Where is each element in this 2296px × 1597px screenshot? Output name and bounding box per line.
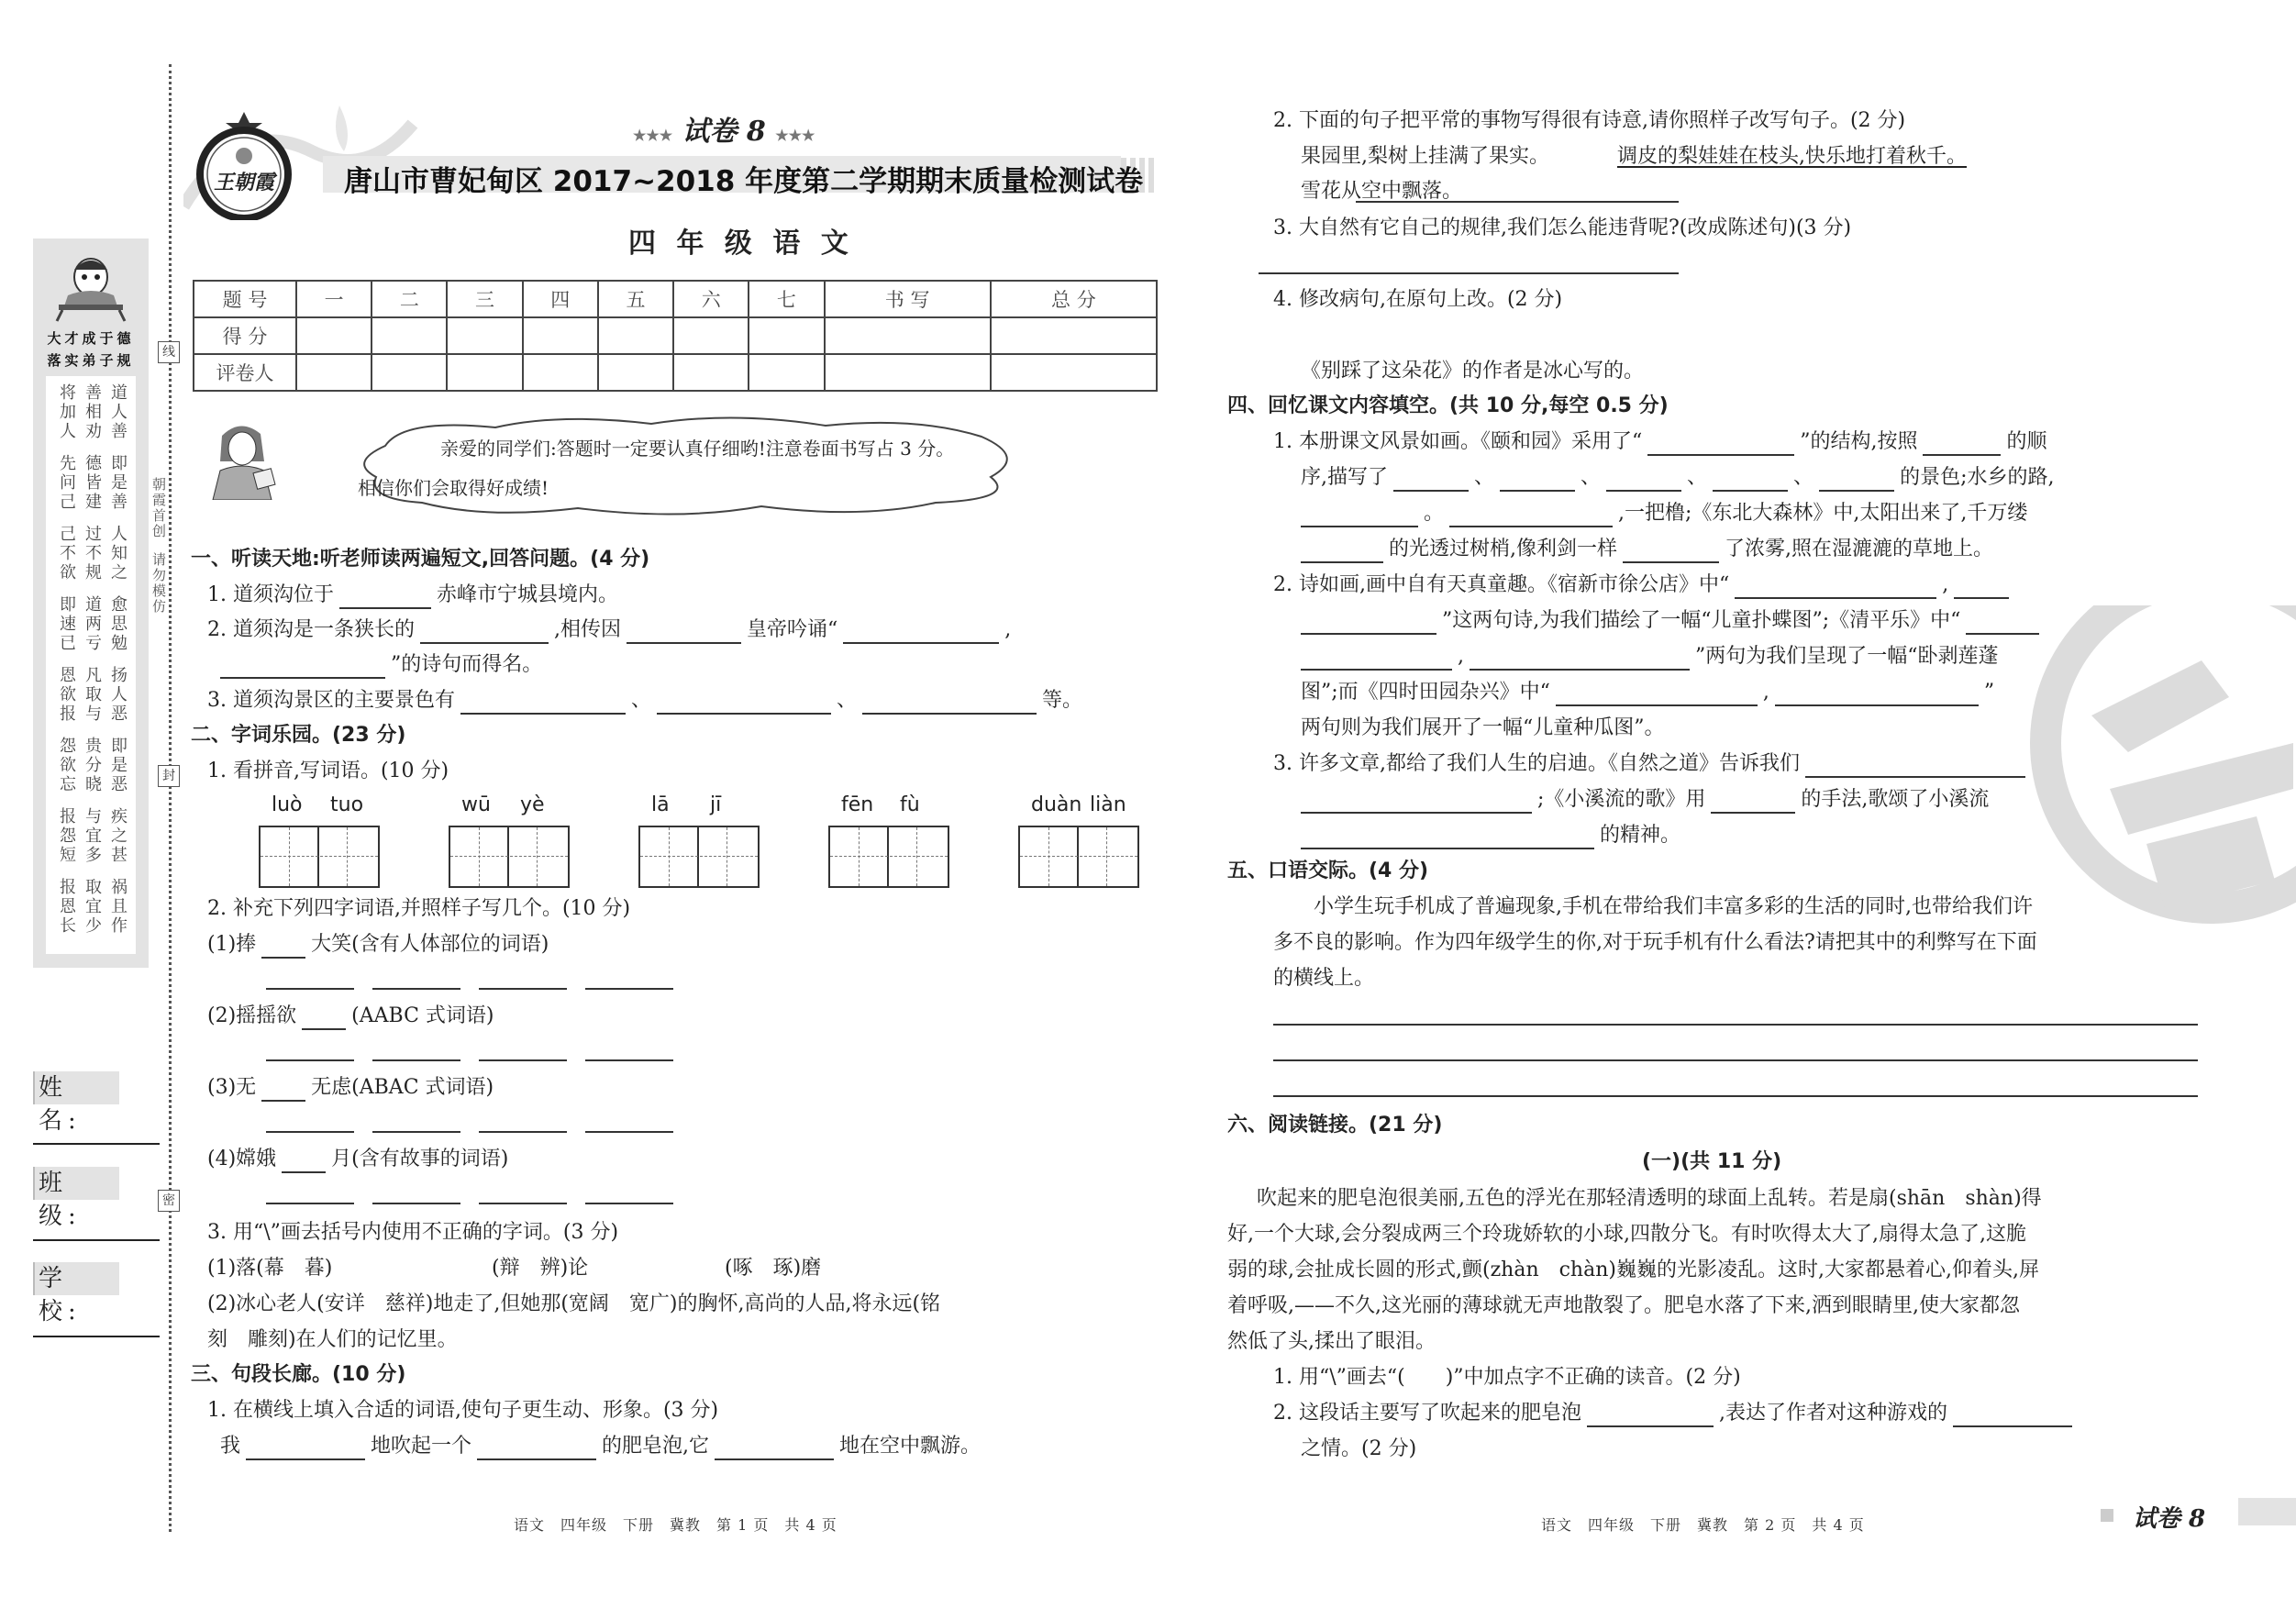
sidebar-panel [33,238,149,968]
corner-badge-square [2101,1509,2113,1522]
p2-q2-task: 雪花从空中飘落。 [1301,180,1463,203]
score-cell[interactable] [523,317,598,354]
pinyin-syllable: fù [900,793,920,816]
answer-blank[interactable] [477,1438,596,1460]
character-writing-grid[interactable] [638,826,760,888]
answer-blank[interactable] [1805,756,2025,778]
answer-blank[interactable] [1819,470,1894,492]
page-1-footer: 语文 四年级 下册 冀教 第 1 页 共 4 页 [514,1516,837,1534]
class-label: 班 级: [33,1167,119,1200]
pinyin-syllable: wū [461,793,491,816]
answer-blank[interactable] [246,1438,365,1460]
idiom-answer-line[interactable] [372,1131,460,1133]
section-5-title: 五、口语交际。(4 分) [1227,859,1429,882]
name-field[interactable] [33,1143,160,1145]
stars-left: ★★★ [633,127,673,144]
score-table-header-cell: 七 [749,281,824,317]
sidebar-verse-column: 即速已 [57,595,76,653]
score-table-header-cell: 四 [523,281,598,317]
idiom-item: (2)摇摇欲 (AABC 式词语) [207,1003,494,1030]
answer-blank[interactable] [1711,792,1795,814]
p2-q3-answer-line[interactable] [1259,272,1679,274]
score-cell[interactable] [673,317,749,354]
idiom-answer-line[interactable] [479,988,567,990]
answer-blank[interactable] [1301,505,1418,527]
section-3-title: 三、句段长廊。(10 分) [191,1363,406,1386]
pinyin-syllable: liàn [1090,793,1126,816]
answer-blank[interactable] [627,622,741,644]
name-label: 姓 名: [33,1071,119,1104]
answer-blank[interactable] [1500,470,1575,492]
answer-blank[interactable] [1587,1405,1714,1427]
passage-line-5: 然低了头,揉出了眼泪。 [1227,1330,1436,1353]
idiom-answer-line[interactable] [266,1203,354,1204]
s4-line-4: 的光透过树梢,像利剑一样 了浓雾,照在湿漉漉的草地上。 [1301,536,1993,563]
s6-q2-cont: 之情。(2 分) [1301,1437,1417,1460]
answer-blank[interactable] [1954,577,2009,599]
s5-answer-line-3[interactable] [1273,1095,2198,1097]
score-cell[interactable] [825,354,991,391]
score-table-header-cell: 三 [447,281,522,317]
sidebar-motto-2: 落实弟子规 [47,352,135,369]
pinyin-syllable: duàn [1031,793,1082,816]
page-2-footer: 语文 四年级 下册 冀教 第 2 页 共 4 页 [1541,1516,1865,1534]
score-table-header-cell: 一 [296,281,372,317]
idiom-item: (1)捧 大笑(含有人体部位的词语) [207,931,549,959]
score-table-row-label: 题 号 [194,281,296,317]
answer-blank[interactable] [420,622,549,644]
s5-para-2: 多不良的影响。作为四年级学生的你,对于玩手机有什么看法?请把其中的利弊写在下面 [1273,931,2037,954]
answer-blank[interactable] [1775,684,1979,706]
s2-q3-2-cont: 刻 雕刻)在人们的记忆里。 [207,1328,458,1351]
character-writing-grid[interactable] [828,826,949,888]
s2-q3-1c: (啄 琢)磨 [725,1257,822,1280]
idiom-answer-line[interactable] [585,1131,673,1133]
score-cell[interactable] [991,354,1157,391]
sidebar-verse-column: 过不规 [83,525,102,582]
score-table-header-cell: 五 [598,281,673,317]
score-cell[interactable] [598,354,673,391]
s1-q2-cont: ”的诗句而得名。 [220,651,542,679]
pinyin-syllable: luò [272,793,303,816]
answer-blank[interactable] [1713,470,1788,492]
answer-blank[interactable] [1301,613,1436,635]
score-cell[interactable] [598,317,673,354]
pinyin-syllable: lā [651,793,670,816]
answer-blank[interactable] [1393,470,1469,492]
series-label: ★★★ 试卷 8 ★★★ [633,116,815,148]
answer-blank[interactable] [1301,792,1532,814]
s1-q1: 1. 道须沟位于 赤峰市宁城县境内。 [207,582,618,609]
sidebar-verse-column: 德皆建 [83,454,102,512]
score-table-header-cell: 二 [372,281,447,317]
p2-q2-example: 果园里,梨树上挂满了果实。 [1301,145,1549,168]
class-field[interactable] [33,1239,160,1241]
score-cell[interactable] [749,354,824,391]
answer-blank[interactable] [1623,541,1719,563]
answer-blank[interactable] [1470,649,1690,671]
s6-q2: 2. 这段话主要写了吹起来的肥皂泡 ,表达了作者对这种游戏的 [1273,1400,2078,1427]
s4-line-5: 2. 诗如画,画中自有天真童趣。《宿新市徐公店》中“ , [1273,571,2014,599]
score-cell[interactable] [447,354,522,391]
sidebar-verses [46,376,136,954]
answer-blank[interactable] [1923,434,2001,456]
s2-q2: 2. 补充下列四字词语,并照样子写几个。(10 分) [207,897,631,920]
s6-q1: 1. 用“\”画去“( )”中加点字不正确的读音。(2 分) [1273,1366,1741,1389]
score-cell[interactable] [749,317,824,354]
sidebar-verse-column: 怨欲忘 [57,737,76,794]
s1-q2: 2. 道须沟是一条狭长的 ,相传因 皇帝吟诵“ , [207,616,1011,644]
sidebar-verse-column: 扬人恶 [108,666,128,724]
idiom-answer-line[interactable] [479,1059,567,1061]
corner-badge: 试卷 8 [2133,1505,2206,1533]
score-cell[interactable] [372,317,447,354]
score-table-header-cell: 六 [673,281,749,317]
idiom-answer-line[interactable] [372,988,460,990]
score-table-row-label: 评卷人 [194,354,296,391]
s4-line-10: 3. 许多文章,都给了我们人生的启迪。《自然之道》告诉我们 [1273,750,2031,778]
answer-blank[interactable] [302,1008,346,1030]
section-6-title: 六、阅读链接。(21 分) [1227,1114,1443,1137]
score-table-header-row [194,281,1157,317]
score-cell[interactable] [991,317,1157,354]
s4-line-8: 图”;而《四时田园杂兴》中“ , ” [1301,679,1994,706]
notice-original: 朝霞首创 [150,477,167,539]
section-1-title: 一、听读天地:听老师读两遍短文,回答问题。(4 分) [191,548,650,571]
binding-dotted-line [169,64,172,1532]
answer-blank[interactable] [282,1151,326,1173]
score-cell[interactable] [825,317,991,354]
idiom-answer-line[interactable] [266,1131,354,1133]
answer-blank[interactable] [1449,505,1613,527]
idiom-answer-line[interactable] [585,1203,673,1204]
teacher-illustration-icon [204,417,286,500]
s4-line-2: 序,描写了 、 、 、 、 的景色;水乡的路, [1301,464,2054,492]
score-cell[interactable] [447,317,522,354]
seal-mark-mi: 密 [158,1190,180,1212]
sidebar-verse-column: 取宜少 [83,878,102,936]
s2-q3-2: (2)冰心老人(安详 慈祥)地走了,但她那(宽阔 宽广)的胸怀,高尚的人品,将永远(铭 [207,1292,941,1315]
sidebar-verse-column: 愈思勉 [108,595,128,653]
score-cell[interactable] [372,354,447,391]
idiom-item: (4)嫦娥 月(含有故事的词语) [207,1146,508,1173]
seal-mark-feng: 封 [158,765,180,787]
section-4-title: 四、回忆课文内容填空。(共 10 分,每空 0.5 分) [1227,394,1669,417]
passage-line-3: 弱的球,会扯成长圆的形式,颤(zhàn chàn)巍巍的光影凌乱。这时,大家都悬着心,仰着头,屏 [1227,1259,2039,1281]
answer-blank[interactable] [460,693,626,715]
s4-line-7: , ”两句为我们呈现了一幅“卧剥莲蓬 [1301,643,1999,671]
sidebar-verse-column: 报恩长 [57,878,76,936]
answer-blank[interactable] [715,1438,834,1460]
score-table-header-cell: 总 分 [991,281,1157,317]
s5-para-1: 小学生玩手机成了普遍现象,手机在带给我们丰富多彩的生活的同时,也带给我们许 [1314,895,2033,918]
answer-blank[interactable] [1647,434,1794,456]
brand-logo [193,110,295,220]
answer-blank[interactable] [1953,1405,2072,1427]
sidebar-verse-column: 先问己 [57,454,76,512]
s4-line-9: 两句则为我们展开了一幅“儿童种瓜图”。 [1301,716,1665,739]
sidebar-verse-column: 凡取与 [83,666,102,724]
s3-q1-sentence: 我 地吹起一个 的肥皂泡,它 地在空中飘游。 [220,1433,981,1460]
answer-blank[interactable] [1301,541,1383,563]
idiom-answer-line[interactable] [372,1059,460,1061]
score-table-row-grader [194,354,1157,391]
passage-line-2: 好,一个大球,会分裂成两三个玲珑娇软的小球,四散分飞。有时吹得太大了,扇得太急了,这脆 [1227,1223,2026,1246]
idiom-answer-line[interactable] [266,1059,354,1061]
seal-mark-xian: 线 [158,341,180,363]
corner-badge-bg [2238,1498,2296,1525]
s4-line-12: 的精神。 [1301,822,1680,849]
stars-right: ★★★ [775,127,815,144]
s2-q1: 1. 看拼音,写词语。(10 分) [207,760,449,782]
s5-answer-line-1[interactable] [1273,1024,2198,1026]
idiom-answer-line[interactable] [585,1059,673,1061]
sidebar-verse-column: 疾之甚 [108,807,128,865]
s3-q1: 1. 在横线上填入合适的词语,使句子更生动、形象。(3 分) [207,1399,719,1422]
idiom-item: (3)无 无虑(ABAC 式词语) [207,1074,494,1102]
sidebar-verse-column: 报怨短 [57,807,76,865]
school-label: 学 校: [33,1262,119,1295]
greeting-line-2: 相信你们会取得好成绩! [358,477,549,499]
pinyin-syllable: tuo [330,793,364,816]
score-cell[interactable] [296,354,372,391]
s5-para-3: 的横线上。 [1273,967,1375,990]
sidebar-verse-column: 将加人 [57,383,76,441]
student-reading-illustration-icon [51,250,130,323]
idiom-answer-line[interactable] [372,1203,460,1204]
character-writing-grid[interactable] [449,826,570,888]
sidebar-verse-column: 恩欲报 [57,666,76,724]
answer-blank[interactable] [862,693,1037,715]
score-table-row-label: 得 分 [194,317,296,354]
p2-q2-answer-line[interactable] [1356,201,1679,203]
character-writing-grid[interactable] [1018,826,1139,888]
idiom-answer-line[interactable] [585,988,673,990]
sidebar-verse-column: 与宜多 [83,807,102,865]
character-writing-grid[interactable] [259,826,380,888]
sidebar-verse-column: 善相劝 [83,383,102,441]
greeting-line-1: 亲爱的同学们:答题时一定要认真仔细哟!注意卷面书写占 3 分。 [440,438,955,460]
answer-blank[interactable] [220,657,385,679]
sidebar-verse-column: 祸且作 [108,878,128,936]
s4-line-3: 。 ,一把橹;《东北大森林》中,太阳出来了,千万缕 [1301,500,2027,527]
sidebar-verse-column: 己不欲 [57,525,76,582]
speech-bubble [349,411,1027,521]
sidebar-motto-1: 大才成于德 [47,330,135,347]
exam-title: 唐山市曹妃甸区 2017~2018 年度第二学期期末质量检测试卷 [344,165,1144,198]
s2-q3: 3. 用“\”画去括号内使用不正确的字词。(3 分) [207,1221,619,1244]
score-table-row-points [194,317,1157,354]
answer-blank[interactable] [1966,613,2039,635]
answer-blank[interactable] [261,1080,305,1102]
sidebar-verse-column: 即是善 [108,454,128,512]
answer-blank[interactable] [261,937,305,959]
score-cell[interactable] [523,354,598,391]
pinyin-syllable: yè [520,793,545,816]
passage-line-4: 着呼吸,——不久,这光丽的薄球就无声地散裂了。肥皂水落了下来,洒到眼睛里,使大家都忽 [1227,1294,2020,1317]
pinyin-syllable: fēn [841,793,874,816]
school-field[interactable] [33,1336,160,1337]
subject-title: 四 年 级 语 文 [628,227,854,260]
answer-blank[interactable] [1301,649,1452,671]
sidebar-verse-column: 道人善 [108,383,128,441]
sidebar-verse-column: 贵分晓 [83,737,102,794]
score-table-header-cell: 书 写 [825,281,991,317]
p2-q4: 4. 修改病句,在原句上改。(2 分) [1273,288,1563,311]
p2-q2-example-answer: 调皮的梨娃娃在枝头,快乐地打着秋千。 [1617,145,1967,168]
answer-blank[interactable] [339,587,431,609]
s2-q3-1b: (辩 辨)论 [492,1257,589,1280]
pinyin-syllable: jī [710,793,722,816]
idiom-answer-line[interactable] [479,1203,567,1204]
s4-line-11: ;《小溪流的歌》用 的手法,歌颂了小溪流 [1301,786,1989,814]
passage-line-1: 吹起来的肥皂泡很美丽,五色的浮光在那轻清透明的球面上乱转。若是扇(shān shàn)得 [1257,1187,2042,1210]
s4-line-1: 1. 本册课文风景如画。《颐和园》采用了“ ”的结构,按照 的顺 [1273,428,2047,456]
watermark-seal-icon [2018,605,2296,991]
answer-blank[interactable] [1301,827,1594,849]
s2-q3-1a: (1)落(幕 暮) [207,1257,333,1280]
s4-line-6: ”这两句诗,为我们描绘了一幅“儿童扑蝶图”;《清平乐》中“ [1301,607,2045,635]
s1-q3: 3. 道须沟景区的主要景色有 、 、 等。 [207,687,1082,715]
sidebar-verse-column: 即是恶 [108,737,128,794]
answer-blank[interactable] [1556,684,1758,706]
answer-blank[interactable] [1735,577,1936,599]
p2-q3: 3. 大自然有它自己的规律,我们怎么能违背呢?(改成陈述句)(3 分) [1273,216,1852,239]
answer-blank[interactable] [1606,470,1681,492]
sidebar-verse-column: 道两亏 [83,595,102,653]
score-table [193,280,1158,392]
p2-q4-sentence: 《别踩了这朵花》的作者是冰心写的。 [1301,360,1645,383]
s5-answer-line-2[interactable] [1273,1059,2198,1061]
answer-blank[interactable] [843,622,999,644]
sidebar-verse-column: 人知之 [108,525,128,582]
idiom-answer-line[interactable] [479,1131,567,1133]
p2-q2: 2. 下面的句子把平常的事物写得很有诗意,请你照样子改写句子。(2 分) [1273,109,1906,132]
notice-no-copy: 请勿模仿 [150,552,167,615]
idiom-answer-line[interactable] [266,988,354,990]
logo-text: 王朝霞 [213,171,274,194]
s6-subtitle: (一)(共 11 分) [1642,1150,1782,1173]
score-cell[interactable] [673,354,749,391]
score-cell[interactable] [296,317,372,354]
section-2-title: 二、字词乐园。(23 分) [191,724,406,747]
answer-blank[interactable] [657,693,831,715]
